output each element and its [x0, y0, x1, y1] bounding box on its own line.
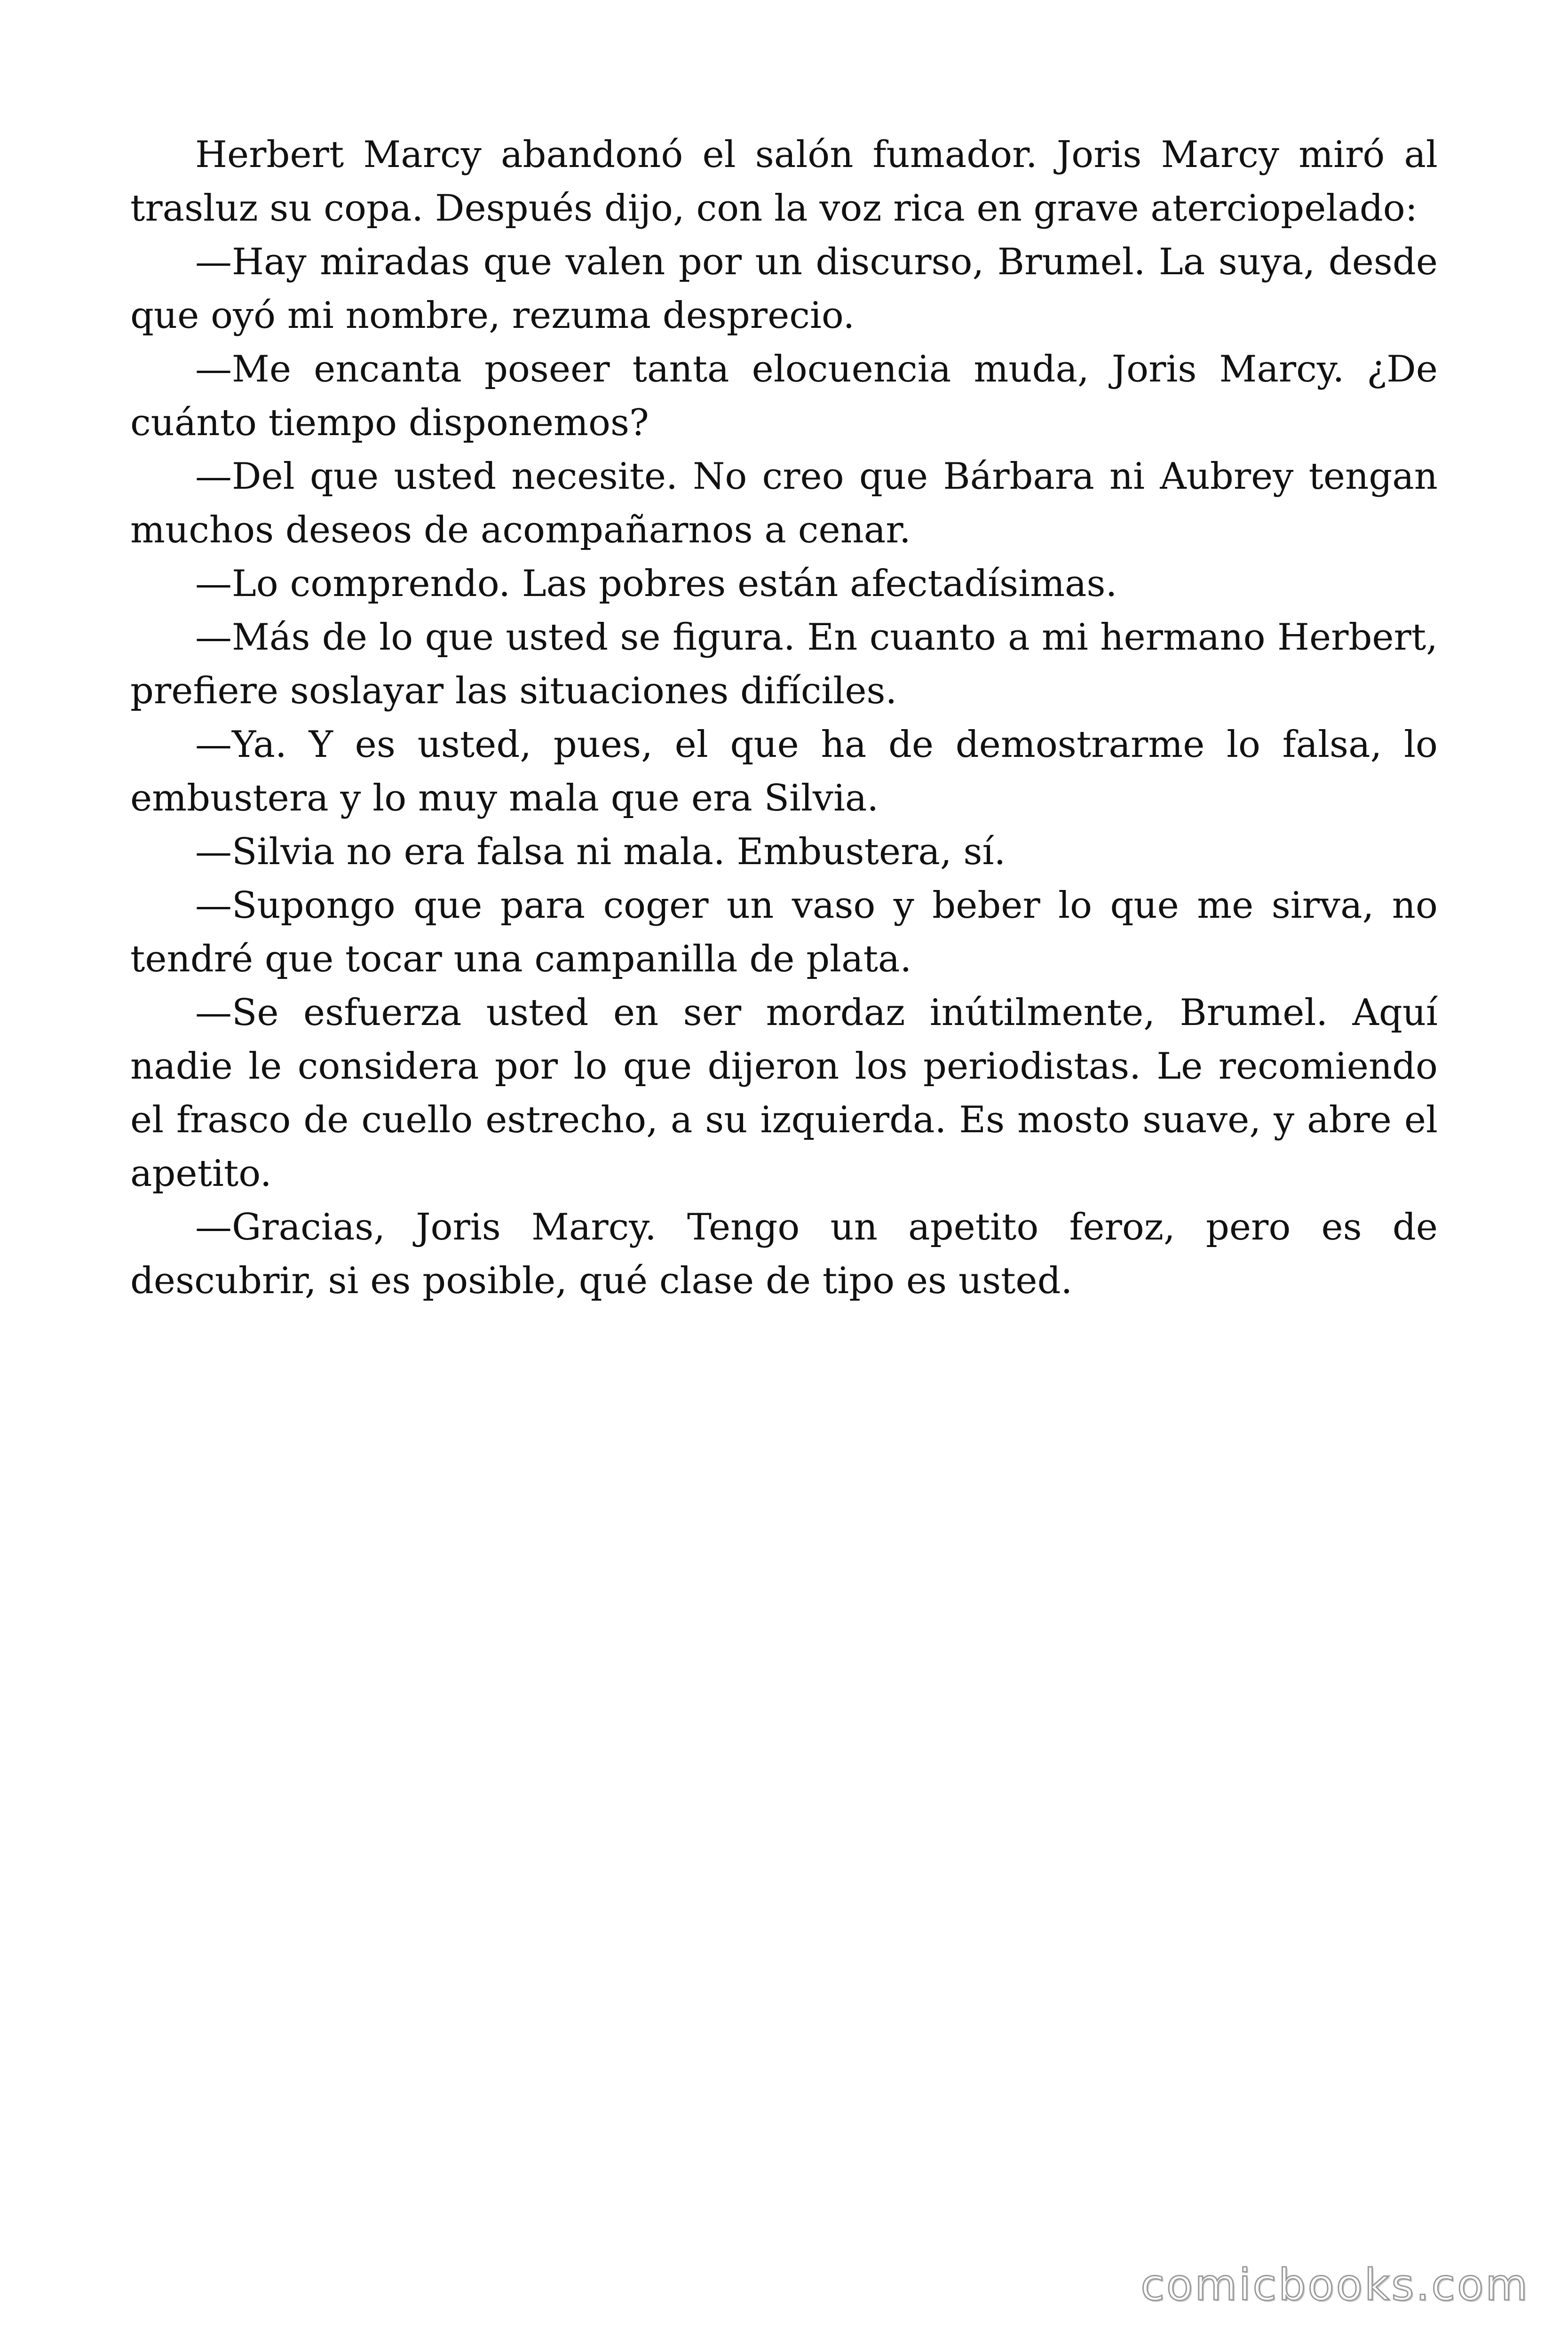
body-text: [130, 128, 1438, 1308]
paragraph-3: —Me encanta poseer tanta elocuencia muda, Joris Marcy. ¿De cuánto tiempo disponemos?: [130, 348, 1438, 444]
paragraph-8: —Silvia no era falsa ni mala. Embustera, sí.: [195, 831, 1006, 873]
paragraph-5: —Lo comprendo. Las pobres están afectadísimas.: [195, 563, 1117, 605]
watermark: comicbooks.com: [1140, 2260, 1529, 2310]
paragraph-7: —Ya. Y es usted, pues, el que ha de demostrarme lo falsa, lo embustera y lo muy mala que era Silvia.: [130, 723, 1438, 819]
paragraph-1: Herbert Marcy abandonó el salón fumador. Joris Marcy miró al trasluz su copa. Después dijo, con la voz rica en grave aterciopelado:: [130, 134, 1438, 230]
paragraph-6: —Más de lo que usted se figura. En cuanto a mi hermano Herbert, prefiere soslayar las situaciones difíciles.: [130, 616, 1438, 712]
paragraph-4: —Del que usted necesite. No creo que Bárbara ni Aubrey tengan muchos deseos de acompañarnos a cenar.: [130, 455, 1438, 551]
paragraph-11: —Gracias, Joris Marcy. Tengo un apetito feroz, pero es de descubrir, si es posible, qué clase de tipo es usted.: [130, 1206, 1438, 1302]
paragraph-10: —Se esfuerza usted en ser mordaz inútilmente, Brumel. Aquí nadie le considera por lo que dijeron los periodistas. Le recomiendo el frasco de cuello estrecho, a su izquierda. Es mosto suave, y abre el apetito.: [130, 992, 1438, 1195]
paragraph-2: —Hay miradas que valen por un discurso, Brumel. La suya, desde que oyó mi nombre, rezuma desprecio.: [130, 241, 1438, 337]
paragraph-9: —Supongo que para coger un vaso y beber lo que me sirva, no tendré que tocar una campanilla de plata.: [130, 884, 1438, 980]
